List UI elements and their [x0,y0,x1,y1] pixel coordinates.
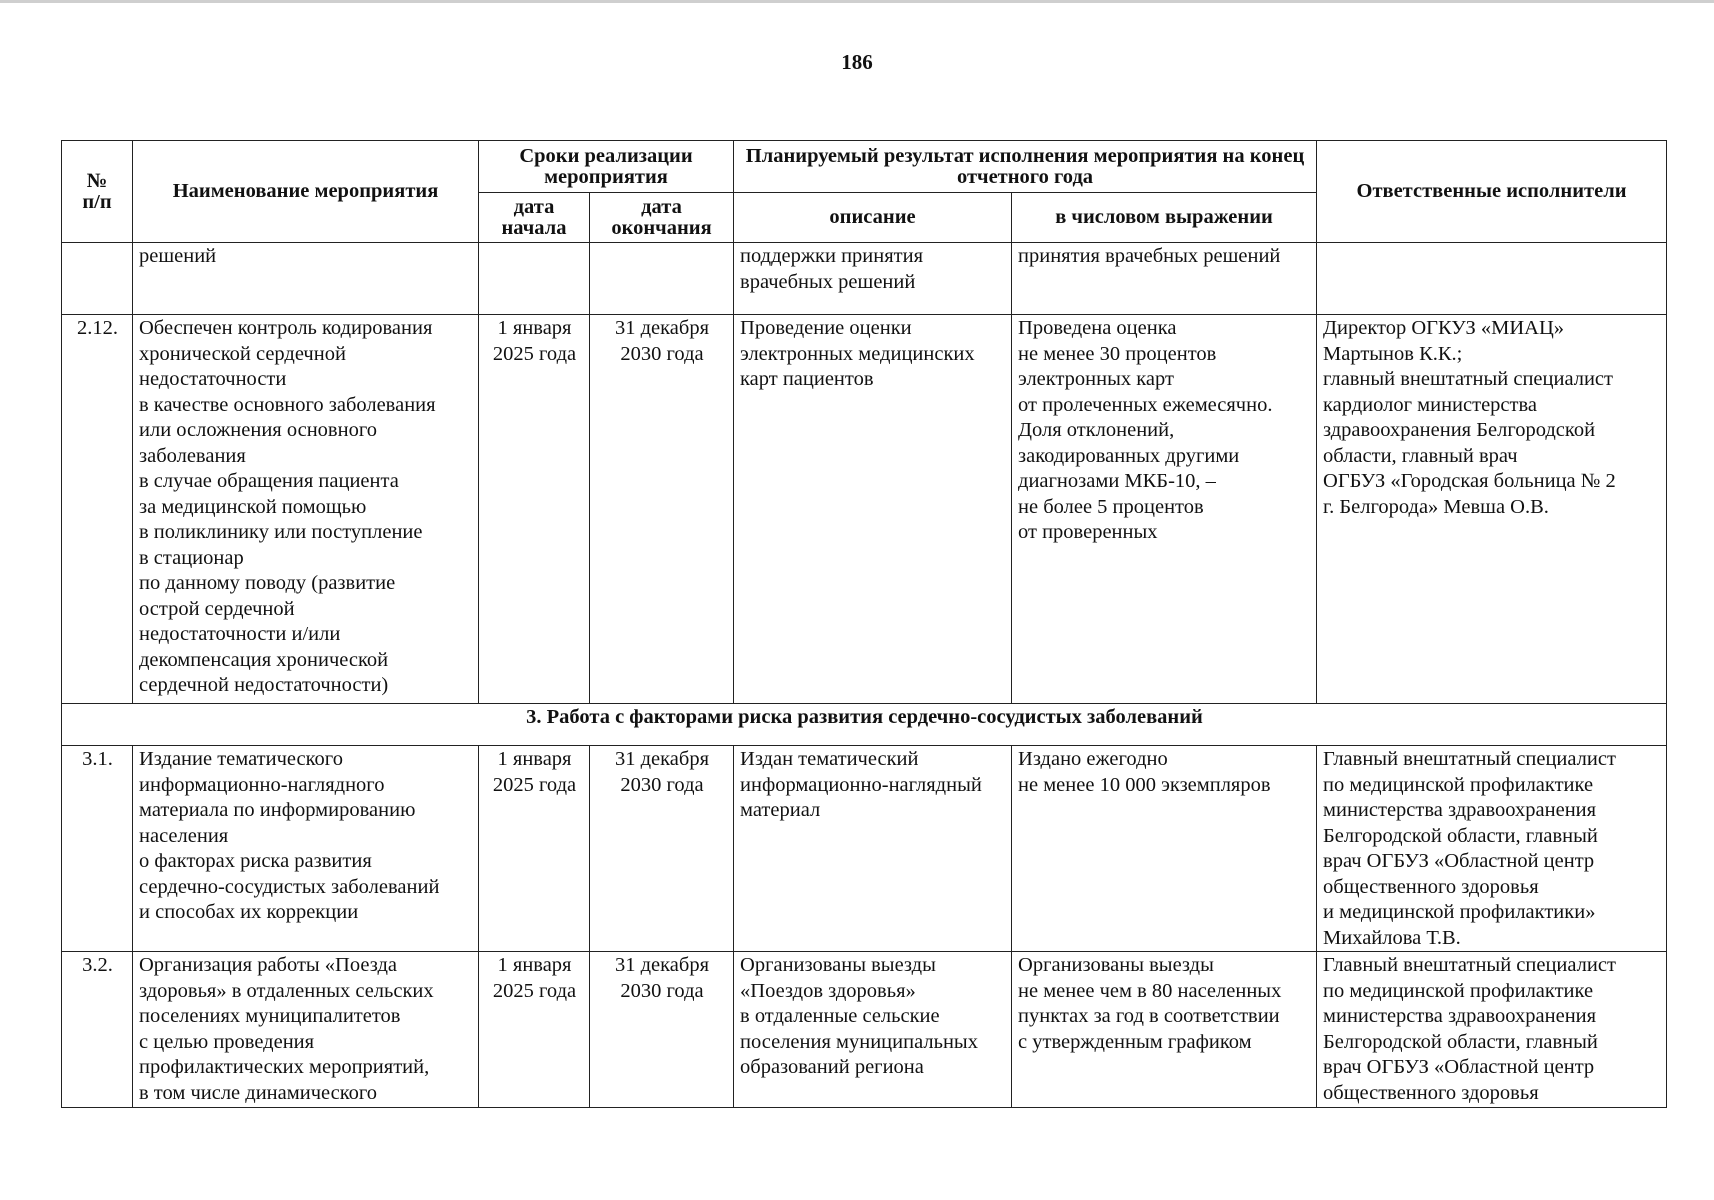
row-end [590,315,734,704]
text-line: Организованы выезды [1018,954,1214,976]
text-line: с целью проведения [139,1030,315,1053]
header-start-date: дата начала [479,193,590,243]
table-row [62,952,1667,1108]
header-planned-result: Планируемый результат исполнения мероприятия на конец отчетного года [734,141,1317,193]
text-line: не более 5 процентов [1018,495,1204,518]
row-numeric [1012,952,1317,1108]
row-end [590,746,734,952]
header-description: описание [734,193,1012,243]
row-end [590,243,734,315]
text-line: 1 января [497,748,572,770]
row-start [479,952,590,1108]
text-line: Издан тематический [740,748,919,770]
text-line: Мартынов К.К.; [1323,342,1463,365]
table-row [62,315,1667,704]
text-line: в отдаленные сельские [740,1005,940,1027]
text-line: Организация работы «Поезда [139,954,397,976]
text-line: недостаточности [139,368,287,390]
text-line: г. Белгорода» Мевша О.В. [1323,495,1549,518]
text-line: 2030 года [620,342,704,365]
text-line: 1 января [497,954,572,976]
text-line: заболевания [139,444,246,467]
row-num: 3.2. [62,952,133,1108]
row-start [479,315,590,704]
text-line: острой сердечной [139,597,295,620]
text-line: электронных медицинских [740,342,975,365]
text-line: министерства здравоохранения [1323,799,1597,821]
section-row [62,704,1667,746]
text-line: в поликлинику или поступление [139,521,423,543]
row-name [133,746,479,952]
header-numeric: в числовом выражении [1012,193,1317,243]
text-line: или осложнения основного [139,419,377,441]
text-line: 31 декабря [615,954,710,976]
text-line: врачебных решений [740,270,916,293]
text-line: электронных карт [1018,368,1174,390]
text-line: в стационар [139,546,244,569]
text-line: врач ОГБУЗ «Областной центр [1323,1056,1595,1078]
text-line: поселениях муниципалитетов [139,1005,401,1027]
row-description [734,315,1012,704]
table-row [62,243,1667,315]
text-line: Издание тематического [139,748,343,770]
text-line: населения [139,824,229,847]
section-title: 3. Работа с факторами риска развития сердечно-сосудистых заболеваний [62,704,1667,746]
text-line: Проведена оценка [1018,317,1177,339]
text-line: не менее чем в 80 населенных [1018,979,1282,1002]
text-line: 2025 года [492,979,577,1002]
text-line: материал [740,799,821,821]
row-description [734,952,1012,1108]
row-numeric [1012,315,1317,704]
row-name [133,315,479,704]
text-line: Белгородской области, главный [1323,1030,1598,1053]
text-line: 31 декабря [615,317,710,339]
table-body [62,243,1667,1108]
text-line: по медицинской профилактике [1323,979,1594,1002]
row-num: 2.12. [62,315,133,704]
text-line: решений [139,245,217,267]
text-line: 2025 года [492,342,577,365]
top-rule [0,0,1714,3]
text-line: о факторах риска развития [139,850,372,872]
text-line: «Поездов здоровья» [740,979,916,1002]
text-line: в случае обращения пациента [139,470,399,492]
text-line: Издано ежегодно [1018,748,1168,770]
row-start [479,243,590,315]
text-line: Главный внештатный специалист [1323,954,1616,976]
row-end [590,952,734,1108]
text-line: информационно-наглядный [740,773,982,796]
text-line: Обеспечен контроль кодирования [139,317,433,339]
row-responsible [1317,746,1667,952]
row-start [479,746,590,952]
text-line: 1 января [497,317,572,339]
text-line: 2030 года [620,979,704,1002]
row-name [133,952,479,1108]
text-line: и способах их коррекции [139,901,359,923]
row-numeric [1012,243,1317,315]
text-line: Белгородской области, главный [1323,824,1598,847]
header-num: № п/п [62,141,133,243]
header-name: Наименование мероприятия [133,141,479,243]
row-responsible [1317,952,1667,1108]
text-line: за медицинской помощью [139,495,367,518]
text-line: сердечной недостаточности) [139,674,389,696]
row-num [62,243,133,315]
text-line: хронической сердечной [139,342,346,365]
text-line: по медицинской профилактике [1323,773,1594,796]
text-line: врач ОГБУЗ «Областной центр [1323,850,1595,872]
table-row [62,746,1667,952]
row-responsible [1317,315,1667,704]
text-line: поселения муниципальных [740,1030,978,1053]
text-line: по данному поводу (развитие [139,572,396,594]
text-line: информационно-наглядного [139,773,385,796]
text-line: материала по информированию [139,799,416,821]
text-line: недостаточности и/или [139,623,341,645]
text-line: сердечно-сосудистых заболеваний [139,875,440,898]
text-line: диагнозами МКБ-10, – [1018,470,1216,492]
text-line: не менее 30 процентов [1018,342,1217,365]
row-description [734,243,1012,315]
text-line: 2025 года [492,773,577,796]
header-responsible: Ответственные исполнители [1317,141,1667,243]
measures-table [61,140,1667,1108]
text-line: 31 декабря [615,748,710,770]
row-name [133,243,479,315]
page-number: 186 [841,50,873,74]
text-line: от пролеченных ежемесячно. [1018,393,1273,416]
text-line: в том числе динамического [139,1081,378,1104]
row-description [734,746,1012,952]
row-num: 3.1. [62,746,133,952]
row-responsible [1317,243,1667,315]
text-line: Директор ОГКУЗ «МИАЦ» [1323,317,1565,339]
text-line: с утвержденным графиком [1018,1030,1252,1053]
text-line: карт пациентов [740,368,874,390]
text-line: Доля отклонений, [1018,419,1175,441]
text-line: не менее 10 000 экземпляров [1018,773,1271,796]
text-line: 2030 года [620,773,704,796]
text-line: кардиолог министерства [1323,393,1537,416]
text-line: закодированных другими [1018,444,1240,467]
text-line: здоровья» в отдаленных сельских [139,979,434,1002]
text-line: общественного здоровья [1323,1081,1539,1104]
text-line: декомпенсация хронической [139,648,389,671]
header-terms: Сроки реализации мероприятия [479,141,734,193]
row-numeric [1012,746,1317,952]
text-line: главный внештатный специалист [1323,368,1613,390]
text-line: здравоохранения Белгородской [1323,419,1596,441]
text-line: принятия врачебных решений [1018,245,1281,267]
text-line: Главный внештатный специалист [1323,748,1616,770]
text-line: Организованы выезды [740,954,936,976]
text-line: ОГБУЗ «Городская больница № 2 [1323,470,1616,492]
header-end-date: дата окончания [590,193,734,243]
text-line: профилактических мероприятий, [139,1056,430,1078]
text-line: поддержки принятия [740,245,924,267]
text-line: Михайлова Т.В. [1323,926,1461,949]
text-line: от проверенных [1018,521,1158,543]
text-line: министерства здравоохранения [1323,1005,1597,1027]
text-line: пунктах за год в соответствии [1018,1005,1280,1027]
text-line: в качестве основного заболевания [139,393,436,416]
text-line: общественного здоровья [1323,875,1539,898]
text-line: области, главный врач [1323,444,1518,467]
text-line: и медицинской профилактики» [1323,901,1596,923]
text-line: образований региона [740,1056,924,1078]
text-line: Проведение оценки [740,317,912,339]
